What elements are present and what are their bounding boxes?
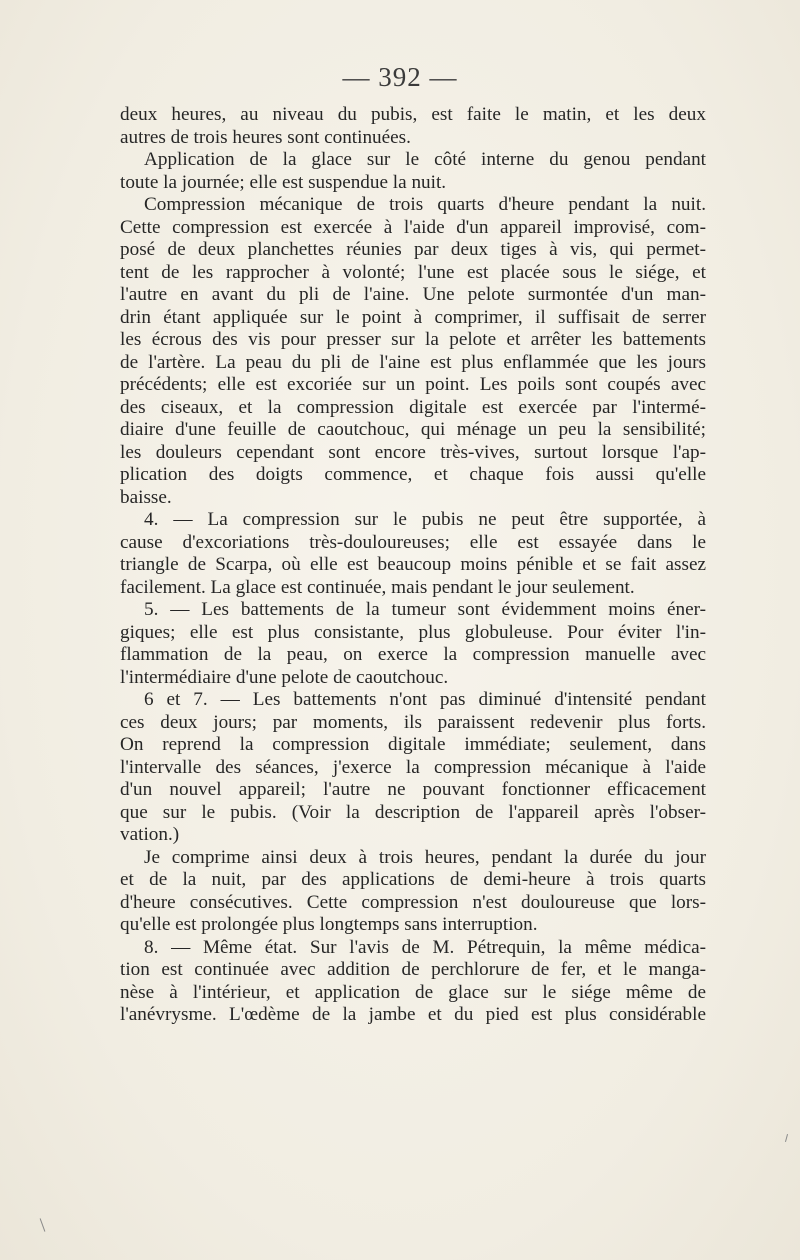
- text-line: les écrous des vis pour presser sur la pelote et arrêter les battements: [120, 329, 706, 350]
- margin-speck: [785, 1134, 788, 1142]
- text-line: que sur le pubis. (Voir la description de l'appareil après l'obser-: [120, 801, 706, 823]
- text-line: triangle de Scarpa, où elle est beaucoup moins pénible et se fait assez: [120, 554, 706, 575]
- text-line: 4. — La compression sur le pubis ne peut être supportée, à: [144, 509, 706, 530]
- text-line: toute la journée; elle est suspendue la nuit.: [120, 171, 447, 193]
- text-line: l'autre en avant du pli de l'aine. Une pelote surmontée d'un man-: [120, 284, 706, 305]
- margin-speck: [40, 1218, 46, 1231]
- text-line: drin étant appliquée sur le point à comprimer, il suffisait de serrer: [120, 306, 706, 328]
- text-line: d'un nouvel appareil; l'autre ne pouvant fonctionner efficacement: [120, 779, 706, 800]
- text-line: Cette compression est exercée à l'aide d'un appareil improvisé, com-: [120, 216, 706, 238]
- text-line: Compression mécanique de trois quarts d'heure pendant la nuit.: [144, 194, 706, 215]
- text-line: giques; elle est plus consistante, plus globuleuse. Pour éviter l'in-: [120, 621, 706, 643]
- text-line: tent de les rapprocher à volonté; l'une est placée sous le siége, et: [120, 261, 706, 283]
- text-line: tion est continuée avec addition de perchlorure de fer, et le manga-: [120, 959, 706, 980]
- text-line: diaire d'une feuille de caoutchouc, qui ménage un peu la sensibilité;: [120, 419, 706, 440]
- text-line: ces deux jours; par moments, ils paraissent redevenir plus forts.: [120, 711, 706, 733]
- text-line: autres de trois heures sont continuées.: [120, 126, 411, 148]
- text-line: vation.): [120, 824, 180, 845]
- text-line: nèse à l'intérieur, et application de glace sur le siége même de: [120, 981, 706, 1003]
- text-line: Application de la glace sur le côté interne du genou pendant: [144, 149, 706, 170]
- text-line: des ciseaux, et la compression digitale est exercée par l'intermé-: [120, 396, 706, 418]
- text-line: 8. — Même état. Sur l'avis de M. Pétrequin, la même médica-: [144, 936, 706, 958]
- text-line: baisse.: [120, 486, 172, 508]
- text-line: précédents; elle est excoriée sur un point. Les poils sont coupés avec: [120, 374, 706, 395]
- text-line: plication des doigts commence, et chaque fois aussi qu'elle: [120, 464, 706, 485]
- text-line: l'anévrysme. L'œdème de la jambe et du pied est plus considérable: [120, 1004, 706, 1025]
- text-line: l'intervalle des séances, j'exerce la compression mécanique à l'aide: [120, 756, 706, 778]
- text-line: posé de deux planchettes réunies par deux tiges à vis, qui permet-: [120, 239, 706, 260]
- body-text: [120, 104, 706, 1027]
- text-line: deux heures, au niveau du pubis, est faite le matin, et les deux: [120, 104, 706, 125]
- text-line: de l'artère. La peau du pli de l'aine est plus enflammée que les jours: [120, 351, 706, 373]
- text-line: 6 et 7. — Les battements n'ont pas diminué d'intensité pendant: [144, 689, 706, 710]
- text-line: qu'elle est prolongée plus longtemps sans interruption.: [120, 914, 538, 935]
- text-line: On reprend la compression digitale immédiate; seulement, dans: [120, 734, 706, 755]
- text-line: Je comprime ainsi deux à trois heures, pendant la durée du jour: [144, 846, 706, 868]
- text-line: 5. — Les battements de la tumeur sont évidemment moins éner-: [144, 599, 706, 620]
- text-line: d'heure consécutives. Cette compression n'est douloureuse que lors-: [120, 891, 706, 913]
- text-line: flammation de la peau, on exerce la compression manuelle avec: [120, 644, 706, 665]
- text-line: et de la nuit, par des applications de demi-heure à trois quarts: [120, 869, 706, 890]
- text-line: l'intermédiaire d'une pelote de caoutchouc.: [120, 666, 449, 688]
- text-line: les douleurs cependant sont encore très-vives, surtout lorsque l'ap-: [120, 441, 706, 463]
- text-line: cause d'excoriations très-douloureuses; elle est essayée dans le: [120, 531, 706, 553]
- page-number: — 392 —: [342, 62, 458, 92]
- text-line: facilement. La glace est continuée, mais pendant le jour seulement.: [120, 576, 635, 598]
